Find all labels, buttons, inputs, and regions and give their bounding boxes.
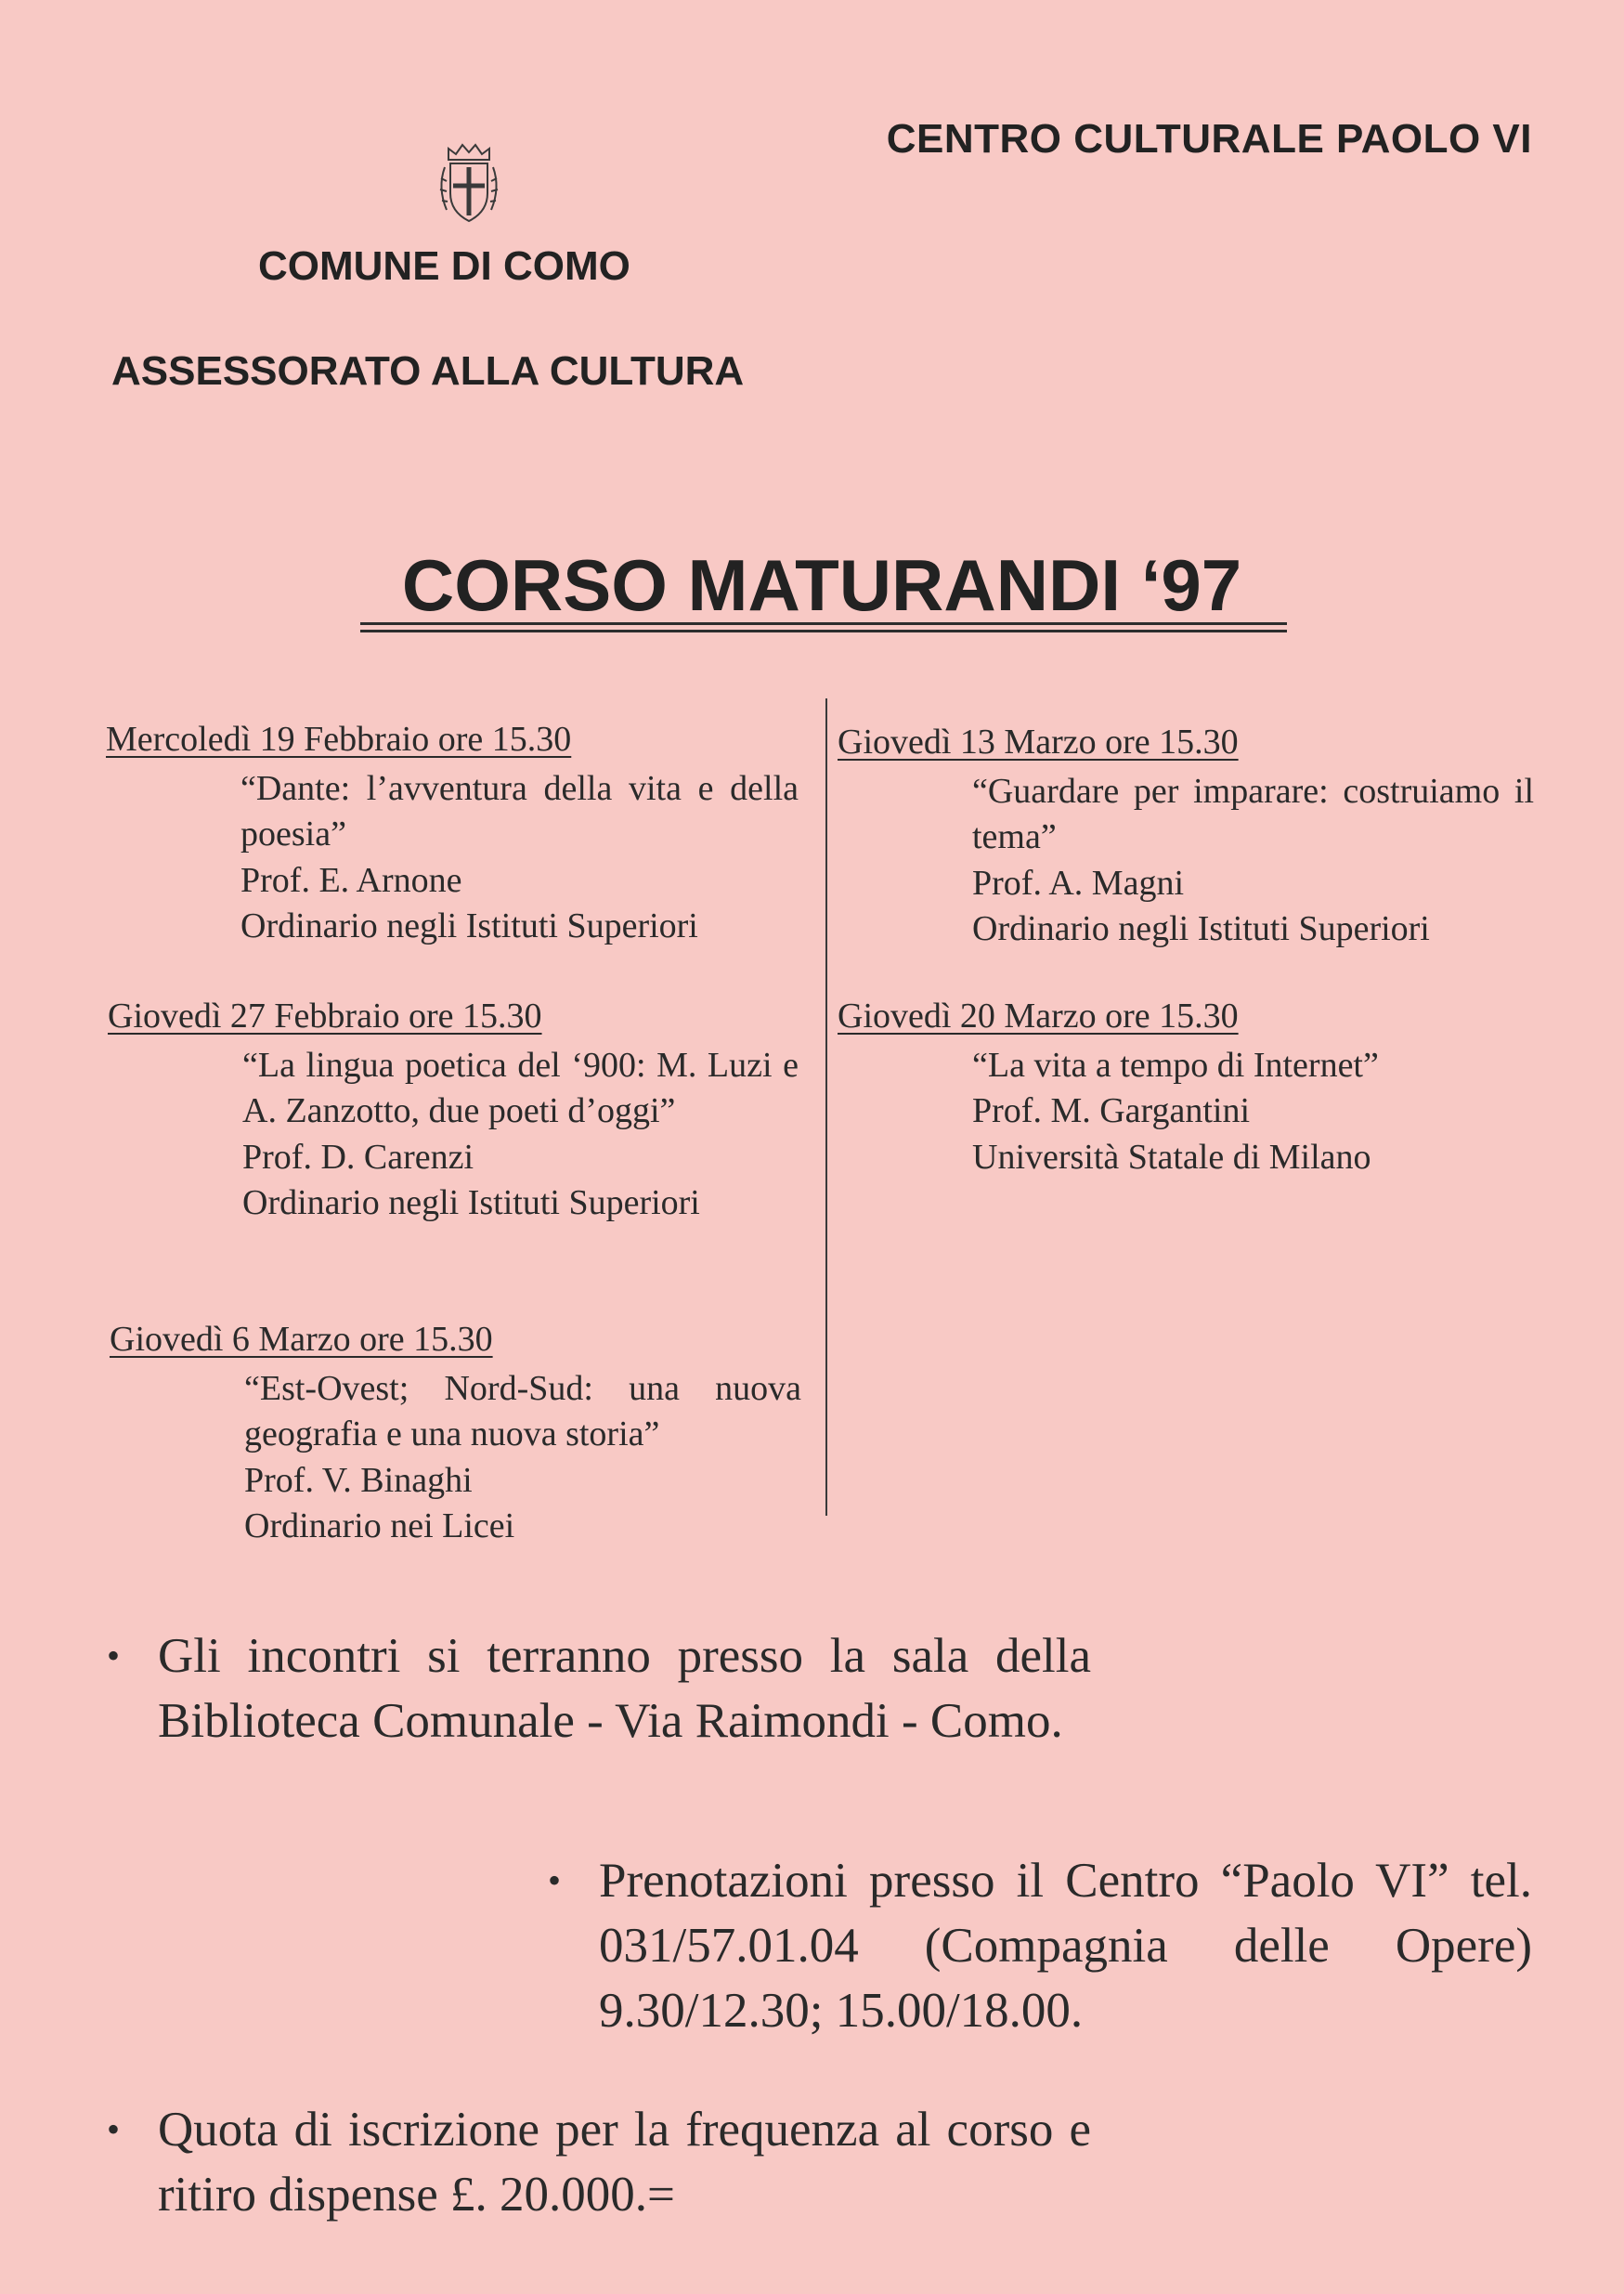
info-text: Prenotazioni presso il Centro “Paolo VI” tel. 031/57.01.04 (Compagnia delle Opere) 9.30/12.30; 15.00/18.00. <box>599 1854 1532 2038</box>
event-date: Giovedì 20 Marzo ore 15.30 <box>838 997 1239 1036</box>
event-item <box>106 717 799 950</box>
title-underline <box>360 622 1287 625</box>
event-speaker-role: Ordinario nei Licei <box>244 1506 515 1545</box>
event-topic: “Guardare per imparare: costruiamo il tema” <box>972 771 1534 856</box>
event-speaker: Prof. M. Gargantini <box>972 1091 1251 1130</box>
event-speaker: Prof. V. Binaghi <box>244 1460 473 1500</box>
event-item <box>838 994 1534 1180</box>
department-name: ASSESSORATO ALLA CULTURA <box>111 348 745 394</box>
event-date: Giovedì 6 Marzo ore 15.30 <box>110 1320 493 1359</box>
event-date: Giovedì 27 Febbraio ore 15.30 <box>108 997 542 1036</box>
event-topic: “Dante: l’avventura della vita e della poesia” <box>240 768 799 854</box>
event-topic: “La lingua poetica del ‘900: M. Luzi e A. Zanzotto, due poeti d’oggi” <box>242 1045 799 1130</box>
bullet-icon: • <box>548 1859 562 1901</box>
event-speaker: Prof. D. Carenzi <box>242 1137 474 1177</box>
event-speaker-role: Università Statale di Milano <box>972 1137 1371 1177</box>
info-booking <box>548 1848 1532 2043</box>
event-speaker: Prof. A. Magni <box>972 863 1184 903</box>
bullet-icon: • <box>107 2108 121 2150</box>
event-item <box>838 720 1534 953</box>
event-speaker-role: Ordinario negli Istituti Superiori <box>240 906 698 945</box>
bullet-icon: • <box>107 1635 121 1676</box>
event-speaker-role: Ordinario negli Istituti Superiori <box>972 909 1430 948</box>
org-name-left: COMUNE DI COMO <box>258 243 630 289</box>
title-underline-second <box>360 630 1287 632</box>
event-date: Giovedì 13 Marzo ore 15.30 <box>838 723 1239 762</box>
event-speaker-role: Ordinario negli Istituti Superiori <box>242 1183 700 1222</box>
info-text: Quota di iscrizione per la frequenza al corso e ritiro dispense £. 20.000.= <box>158 2103 1091 2222</box>
info-text: Gli incontri si terranno presso la sala della Biblioteca Comunale - Via Raimondi - Como. <box>158 1629 1091 1748</box>
info-venue <box>107 1623 1091 1753</box>
info-fee <box>107 2097 1091 2227</box>
event-date: Mercoledì 19 Febbraio ore 15.30 <box>106 720 572 759</box>
event-topic: “La vita a tempo di Internet” <box>972 1045 1379 1085</box>
column-divider <box>825 698 827 1516</box>
event-topic: “Est-Ovest; Nord-Sud: una nuova geografia e una nuova storia” <box>244 1368 801 1453</box>
org-name-right: CENTRO CULTURALE PAOLO VI <box>886 116 1532 162</box>
event-item <box>108 994 799 1227</box>
event-item <box>110 1317 801 1550</box>
coat-of-arms-icon <box>432 141 506 227</box>
page-title: CORSO MATURANDI ‘97 <box>401 544 1242 626</box>
event-speaker: Prof. E. Arnone <box>240 860 462 900</box>
